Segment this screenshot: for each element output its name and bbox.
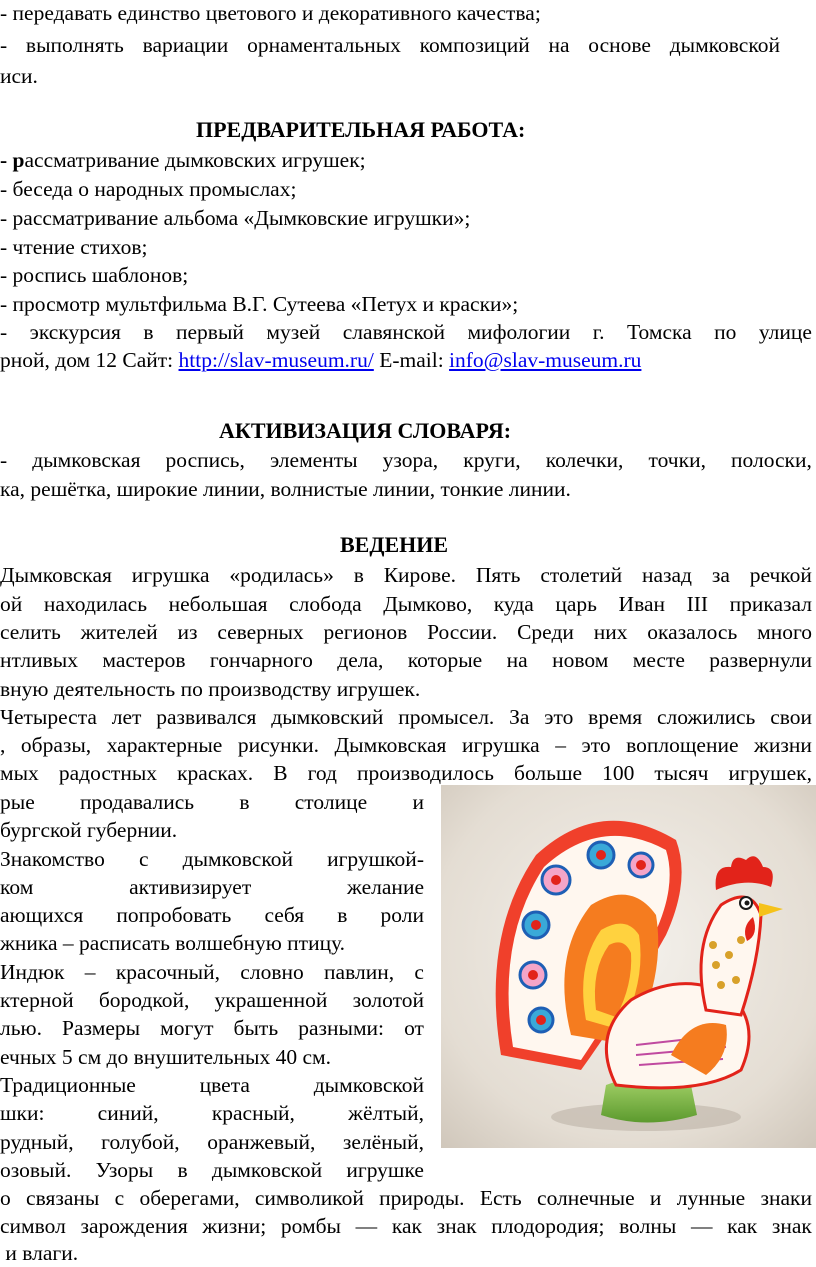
word: оказалось [647,620,738,644]
word: из [177,620,198,644]
word: столетий [540,563,623,587]
narrow-line-14 [0,1156,424,1184]
preliminary-item-3: - рассматривание альбома «Дымковские игрушки»; [0,206,471,230]
word: символ [0,1214,66,1238]
word: Пять [475,563,521,587]
word: разными: [298,1016,385,1040]
word: рисунки. [237,733,319,757]
word: «родилась» [229,563,334,587]
word: красный, [211,1101,295,1125]
preliminary-item-1-text: ассматривание дымковских игрушек; [24,148,366,172]
preliminary-item-1 [0,146,366,174]
intro-line-7 [0,731,812,759]
word: Четыреста [0,705,97,729]
word: развивался [156,705,257,729]
word: промысел. [398,705,495,729]
word: Дымковская [0,563,112,587]
word: Размеры [62,1016,141,1040]
word: знак [771,1214,812,1238]
word: сложились [656,705,756,729]
word: речкой [749,563,812,587]
word: свои [770,705,812,729]
preliminary-heading: ПРЕДВАРИТЕЛЬНАЯ РАБОТА: [196,117,526,142]
word: время [588,705,643,729]
word: красках. [177,761,254,785]
goal-line-2 [0,31,780,59]
word: игрушке [346,1158,424,1182]
word: год [307,761,337,785]
word: экскурсия [29,320,121,344]
word: воплощение [626,733,739,757]
word: дела, [337,648,384,672]
word: игрушка [461,733,540,757]
word: композиций [419,33,530,57]
word: активизирует [129,875,252,899]
preliminary-item-4: - чтение стихов; [0,235,148,259]
preliminary-item-1-prefix: - р [0,148,25,172]
word: Знакомство [0,847,105,871]
word: волны [619,1214,677,1238]
word: тысяч [654,761,709,785]
word: орнаментальных [247,33,401,57]
intro-line-8 [0,759,812,787]
word: синий, [97,1101,159,1125]
word: развернули [709,648,812,672]
narrow-line-6: жника – расписать волшебную птицу. [0,931,346,955]
word: ающихся [0,903,84,927]
word: мастеров [102,648,186,672]
word: царь [555,592,597,616]
word: много [757,620,812,644]
word: и [412,790,424,814]
word: павлин, [324,960,395,984]
word: мифологии [467,320,571,344]
word: узора, [382,448,439,472]
dymkovo-rooster-photo [441,785,816,1148]
word: в [239,790,250,814]
bottom-line-2 [0,1212,812,1240]
word: дымковская [32,448,141,472]
word: ромбы [280,1214,342,1238]
word: как [391,1214,422,1238]
word: нтливых [0,648,78,672]
word: дымковской [182,847,293,871]
word: солнечные [537,1186,635,1210]
word: жизни; [202,1214,267,1238]
word: круги, [463,448,521,472]
intro-line-2 [0,590,812,618]
word: с [114,1186,125,1210]
word: больше [514,761,583,785]
word: дымковской [669,33,780,57]
word: оберегами, [139,1186,240,1210]
word: новом [552,648,609,672]
word: гончарного [209,648,313,672]
word: плодородия; [491,1214,605,1238]
word: музей [266,320,321,344]
word: шки: [0,1101,45,1125]
intro-line-6 [0,703,812,731]
word: дымковский [271,705,384,729]
email-label: E-mail: [373,348,450,372]
word: элементы [269,448,358,472]
word: ой [0,592,23,616]
word: Томска [627,320,692,344]
narrow-line-10: ечных 5 см до внушительных 40 см. [0,1045,332,1069]
word: г. [592,320,605,344]
word: игрушек, [728,761,812,785]
word: природы. [379,1186,465,1210]
word: красочный, [115,960,220,984]
word: Узоры [95,1158,154,1182]
narrow-line-13 [0,1128,424,1156]
word: голубой, [101,1130,180,1154]
word: рудный, [0,1130,74,1154]
word: За [509,705,530,729]
word: назад [641,563,692,587]
word: ком [0,875,34,899]
word: символикой [254,1186,364,1210]
word: радостных [58,761,158,785]
word: это [544,705,574,729]
word: В [273,761,288,785]
word: 100 [602,761,635,785]
word: Дымково, [383,592,473,616]
museum-site-link[interactable]: http://slav-museum.ru/ [178,348,374,372]
intro-heading: ВЕДЕНИЕ [340,532,449,557]
word: производилось [357,761,494,785]
word: вариации [142,33,229,57]
word: от [404,1016,424,1040]
word: дымковской [211,1158,323,1182]
preliminary-excursion-line-1 [0,318,812,346]
goal-line-3: иси. [0,64,38,88]
word: точки, [648,448,706,472]
word: улице [758,320,812,344]
word: дымковской [313,1073,424,1097]
word: на [506,648,528,672]
word: Есть [479,1186,522,1210]
word: Традиционные [0,1073,136,1097]
bottom-line-1 [0,1184,812,1212]
word: колечки, [545,448,624,472]
museum-email-link[interactable]: info@slav-museum.ru [449,348,642,372]
narrow-line-9 [0,1014,424,1042]
vocabulary-line-1 [0,446,812,474]
word: - [0,320,8,344]
word: желание [347,875,424,899]
word: III [686,592,709,616]
word: это [581,733,611,757]
word: находилась [43,592,148,616]
word: зелёный, [342,1130,424,1154]
word: рые [0,790,35,814]
word: с [138,847,149,871]
narrow-line-5 [0,901,424,929]
word: небольшая [168,592,268,616]
word: первый [176,320,244,344]
word: которые [407,648,483,672]
word: Кирове. [383,563,456,587]
word: как [727,1214,758,1238]
word: связаны [26,1186,100,1210]
word: полоски, [731,448,812,472]
word: лет [111,705,142,729]
word: России. [427,620,498,644]
word: мых [0,761,39,785]
word: месте [632,648,685,672]
word: за [711,563,730,587]
word: них [593,620,628,644]
preliminary-item-5: - роспись шаблонов; [0,263,189,287]
intro-line-4 [0,646,812,674]
word: – [84,960,96,984]
word: игрушкой- [327,847,424,871]
narrow-line-1 [0,788,424,816]
word: по [714,320,737,344]
word: – [555,733,566,757]
word: о [0,1186,11,1210]
word: в [177,1158,188,1182]
word: на [548,33,570,57]
word: Среди [517,620,574,644]
word: словно [240,960,304,984]
narrow-line-12 [0,1099,424,1127]
narrow-line-4 [0,873,424,901]
preliminary-excursion-line-2 [0,346,641,374]
word: ктерной [0,988,74,1012]
word: роли [380,903,424,927]
intro-line-3 [0,618,812,646]
word: жизни [754,733,812,757]
narrow-line-2: бургской губернии. [0,818,178,842]
word: приказал [729,592,812,616]
intro-line-5: вную деятельность по производству игрушек. [0,677,421,701]
word: куда [493,592,534,616]
word: образы, [20,733,92,757]
narrow-line-11 [0,1071,424,1099]
word: характерные [106,733,223,757]
word: — [355,1214,378,1238]
word: знак [436,1214,477,1238]
intro-line-1 [0,561,812,589]
word: Дымковская [334,733,447,757]
word: цвета [199,1073,250,1097]
word: с [414,960,424,984]
word: оранжевый, [207,1130,316,1154]
word: зарождения [80,1214,188,1238]
word: украшенной [214,988,328,1012]
word: продавались [80,790,195,814]
narrow-line-3 [0,845,424,873]
vocabulary-line-2: ка, решётка, широкие линии, волнистые линии, тонкие линии. [0,477,571,501]
narrow-line-7 [0,958,424,986]
word: быть [233,1016,279,1040]
word: лунные [676,1186,746,1210]
vocabulary-heading: АКТИВИЗАЦИЯ СЛОВАРЯ: [219,418,512,443]
word: игрушка [131,563,210,587]
word: в [143,320,154,344]
word: озовый. [0,1158,72,1182]
word: , [0,733,6,757]
word: селить [0,620,61,644]
word: жёлтый, [348,1101,424,1125]
word: в [353,563,364,587]
word: северных [217,620,304,644]
word: знаки [760,1186,812,1210]
word: в [337,903,348,927]
excursion-line-2-text: рной, дом 12 Сайт: [0,348,179,372]
goal-line-1: - передавать единство цветового и декоративного качества; [0,1,541,25]
word: — [690,1214,713,1238]
word: попробовать [116,903,232,927]
word: себя [264,903,305,927]
word: могут [160,1016,214,1040]
word: регионов [323,620,408,644]
word: и [649,1186,662,1210]
word: Иван [618,592,665,616]
word: слобода [289,592,362,616]
preliminary-item-2: - беседа о народных промыслах; [0,177,297,201]
bottom-line-3: и влаги. [0,1241,79,1265]
word: Индюк [0,960,65,984]
preliminary-item-6: - просмотр мультфильма В.Г. Сутеева «Петух и краски»; [0,292,519,316]
word: столице [294,790,368,814]
word: славянской [342,320,445,344]
word: основе [588,33,651,57]
word: - [0,448,8,472]
word: роспись, [165,448,245,472]
word: - [0,33,8,57]
word: золотой [352,988,424,1012]
word: лью. [0,1016,42,1040]
narrow-line-8 [0,986,424,1014]
word: выполнять [25,33,124,57]
word: бородкой, [98,988,190,1012]
word: жителей [80,620,158,644]
